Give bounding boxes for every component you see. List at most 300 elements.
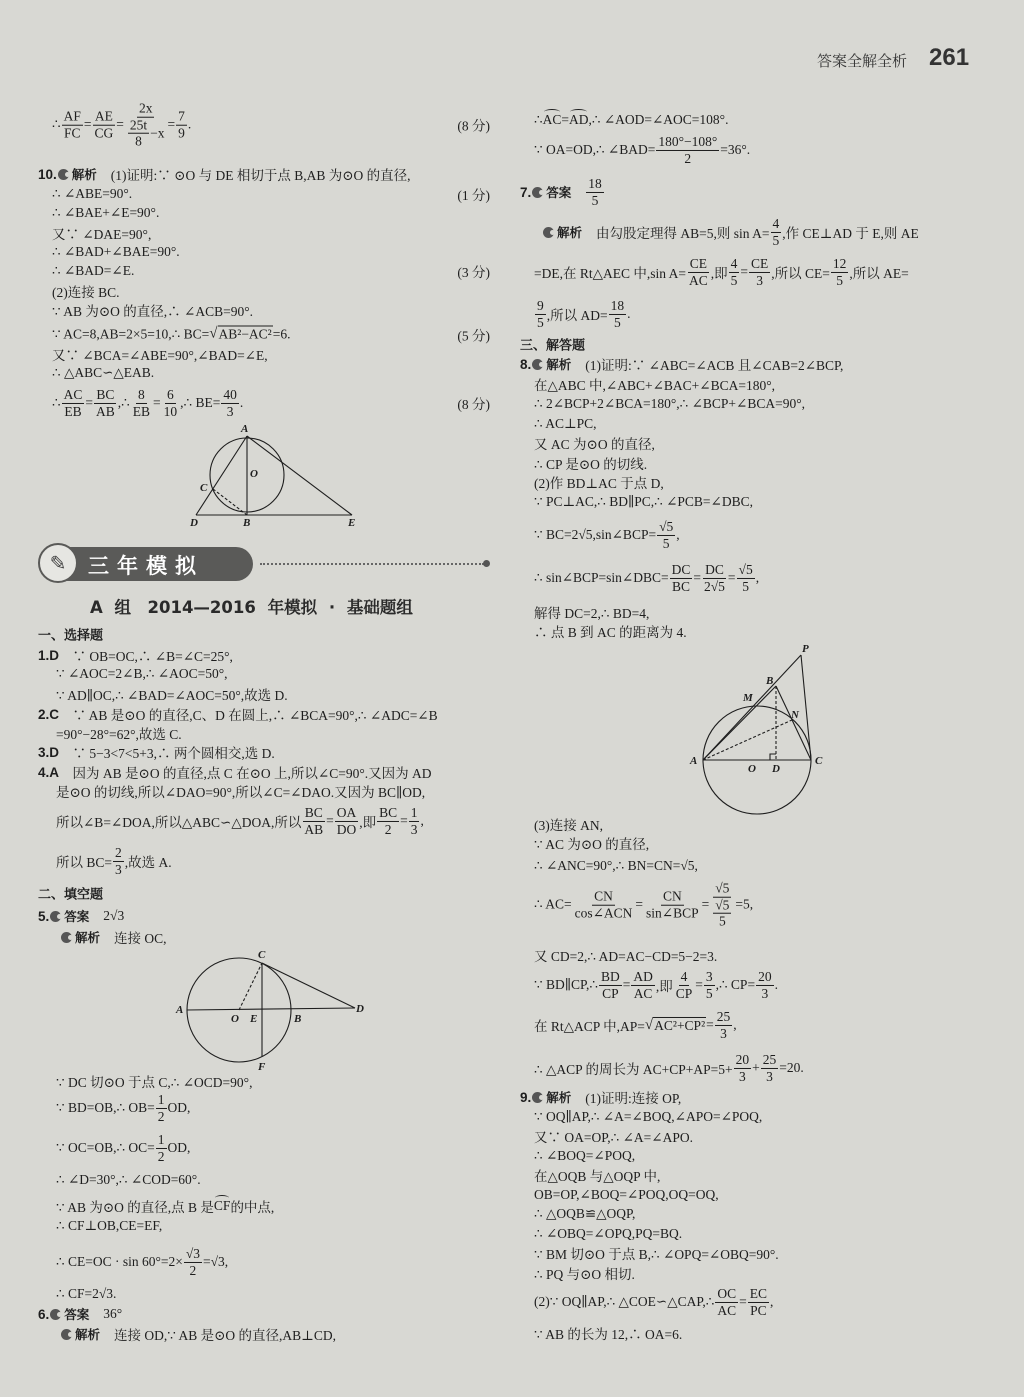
math-text: 2 (157, 1148, 165, 1164)
text-line (520, 335, 972, 354)
math-text: EB (64, 403, 82, 419)
math-text: ∵ AD∥OC,∴ ∠BAD=∠AOC=50°,故选 D. (56, 688, 288, 703)
fraction (377, 805, 399, 837)
fraction (687, 256, 710, 288)
math-text: , (733, 1017, 737, 1032)
fraction-numerator (670, 562, 693, 579)
math-text: ∵ AC 为⊙O 的直径, (534, 837, 650, 852)
fraction (771, 216, 782, 248)
math-text: ∴ ∠OBQ=∠OPQ,PQ=BQ. (534, 1226, 683, 1241)
math-text: 2 (157, 1108, 165, 1124)
square-root (209, 326, 272, 343)
math-text: AB (95, 403, 115, 419)
text-line (534, 1243, 972, 1263)
math-text: 1 (157, 1091, 165, 1107)
fraction-numerator (221, 387, 239, 404)
math-text: ∴ ∠BAD=∠E. (52, 263, 135, 278)
math-text: DC (671, 561, 691, 577)
math-text: ∴ (52, 116, 61, 132)
math-text: BC (671, 578, 690, 594)
text-line (52, 186, 490, 202)
text-line (534, 396, 972, 412)
question-number: 5. (38, 908, 50, 924)
math-text: 3 (705, 968, 713, 984)
math-text: 5 (614, 314, 621, 330)
math-text: 2x (138, 100, 153, 116)
math-text: 1 (410, 804, 418, 820)
fraction (131, 387, 152, 419)
fraction (335, 805, 359, 837)
fraction-denominator (535, 315, 546, 331)
math-text: (3)连接 AN, (534, 818, 603, 833)
badge-icon (50, 911, 61, 922)
math-text: = (167, 116, 176, 132)
math-text: AD (633, 968, 653, 984)
fig-label: C (815, 755, 823, 767)
math-text: ∴ △ABC∽△EAB. (52, 365, 155, 380)
radicand: AB²−AC² (218, 326, 272, 342)
math-text: 3 (738, 1068, 746, 1084)
text-line (534, 814, 972, 834)
fraction (92, 109, 115, 141)
text-line (534, 858, 972, 874)
fraction-denominator (573, 905, 635, 921)
fraction-denominator (718, 1026, 729, 1042)
text-line (56, 1071, 490, 1091)
fraction (748, 1286, 769, 1318)
text-line (52, 263, 490, 279)
math-text: ∴ CE=OC · sin 60°=2× (56, 1254, 183, 1269)
question-number: 7. (520, 184, 532, 200)
text-line (56, 1196, 490, 1216)
fraction-denominator (612, 315, 623, 331)
fraction-denominator (125, 117, 167, 149)
math-text: 2 (384, 821, 392, 837)
math-text: ∵ PC⊥AC,∴ BD∥PC,∴ ∠PCB=∠DBC, (534, 494, 753, 509)
math-text: ∴ AC⊥PC, (534, 416, 597, 431)
text-line (56, 1092, 490, 1124)
fraction-numerator (335, 805, 359, 822)
math-text: √5 (715, 880, 730, 896)
math-text: ∴ △ACP 的周长为 AC+CP+AP=5+ (534, 1062, 733, 1077)
math-text: 8 (135, 133, 142, 149)
radical-sign-icon: √ (644, 1016, 654, 1033)
math-text: = (740, 264, 749, 279)
pencil-icon: ✎ (38, 543, 78, 583)
math-text: √3 (185, 1245, 201, 1261)
math-text: √5 (659, 518, 674, 534)
text-line (534, 945, 972, 965)
math-text: =DE,在 Rt△AEC 中,sin A= (534, 266, 686, 281)
fraction-numerator (137, 101, 155, 118)
answer-badge (60, 928, 100, 946)
math-text: 2√3 (103, 908, 125, 923)
fig-label: F (258, 1061, 266, 1073)
badge-label: 解析 (546, 357, 572, 372)
fraction-numerator (737, 562, 755, 579)
math-text: 2√5 (704, 578, 725, 594)
fraction-denominator (737, 1069, 748, 1085)
fraction-denominator (687, 273, 710, 289)
fraction-denominator (131, 404, 152, 420)
text-line (534, 1187, 972, 1203)
fraction-numerator (656, 134, 719, 151)
math-text: 10 (163, 403, 178, 419)
fraction-denominator (661, 536, 672, 552)
fig-label: B (766, 675, 774, 687)
fraction-denominator (748, 1303, 769, 1319)
math-text: ∵ AB 为⊙O 的直径,点 B 是 (56, 1200, 214, 1215)
math-text: 18 (610, 297, 625, 313)
fig-label: D (190, 517, 198, 529)
fraction-numerator (136, 387, 147, 404)
math-text: =20. (779, 1060, 804, 1075)
fraction-numerator (156, 1092, 167, 1109)
fraction-denominator (674, 986, 695, 1002)
math-text: 3 (115, 861, 122, 877)
fraction-denominator (156, 1109, 167, 1125)
text-line (52, 326, 490, 343)
math-text: , (676, 527, 680, 542)
math-text: CN (662, 888, 682, 904)
math-text: 5 (705, 985, 713, 1001)
fraction-denominator (771, 233, 782, 249)
question-number: 6. (38, 1306, 50, 1322)
answer-badge (531, 183, 571, 201)
math-text: ,所以 AE= (849, 266, 909, 281)
math-text: = (116, 116, 124, 132)
fraction-denominator (225, 404, 236, 420)
text-line (534, 833, 972, 853)
fraction-numerator (165, 387, 176, 404)
math-text: 3 (226, 403, 234, 419)
text-line (52, 223, 490, 243)
banner-dot (483, 560, 490, 567)
math-text: ∵ OQ∥AP,∴ ∠A=∠BOQ,∠APO=∠POQ, (534, 1109, 763, 1124)
text-line (38, 704, 490, 724)
score-label: (3 分) (457, 265, 490, 280)
math-text: =√3, (203, 1254, 229, 1269)
fig-label: E (250, 1013, 258, 1025)
math-text: ∴ sin∠BCP=sin∠DBC= (534, 570, 669, 585)
fraction-denominator (702, 579, 727, 595)
fraction-denominator (740, 579, 751, 595)
math-text: ∴ (52, 395, 61, 410)
fraction-numerator (62, 109, 83, 126)
math-text: BD (600, 968, 620, 984)
fig-label: B (294, 1013, 302, 1025)
fraction-numerator (535, 298, 546, 315)
fraction-numerator (661, 889, 684, 906)
math-text: ∴ △OQB≌△OQP, (534, 1206, 636, 1221)
text-line (534, 1226, 972, 1242)
answer-badge (57, 165, 97, 183)
math-text: ∴ PQ 与⊙O 相切. (534, 1267, 635, 1282)
math-text: = (326, 813, 334, 828)
text-line (60, 1324, 490, 1344)
text-line (534, 112, 972, 128)
badge-label: 答案 (64, 909, 90, 924)
math-text: ∴ ∠BAD+∠BAE=90°. (52, 244, 180, 259)
answer-badge (531, 355, 571, 373)
fig-label: D (356, 1003, 364, 1015)
math-text: ∵ ∠AOC=2∠B,∴ ∠AOC=50°, (56, 666, 228, 681)
fraction-numerator (62, 387, 85, 404)
math-text: ,即 (710, 266, 728, 281)
math-text: ∵ BD∥CP,∴ (534, 977, 598, 992)
text-line (52, 205, 490, 221)
badge-label: 解析 (75, 1327, 101, 1342)
math-text: ,∴ BE= (180, 395, 221, 410)
fraction (302, 805, 325, 837)
math-text: 40 (223, 386, 237, 402)
math-text: = (727, 570, 736, 585)
badge-icon (61, 932, 72, 943)
question-number: 9. (520, 1089, 532, 1105)
math-text: 所以 BC= (56, 855, 112, 870)
fraction (644, 889, 701, 921)
text-line (38, 907, 490, 925)
fraction (734, 1052, 752, 1084)
fraction-numerator (831, 256, 849, 273)
math-text: √5 (715, 897, 730, 913)
fraction-numerator (176, 109, 187, 126)
text-line (534, 494, 972, 510)
math-text: ∵ BD=OB,∴ OB= (56, 1100, 155, 1115)
math-text: . (239, 395, 244, 410)
math-text: BC (304, 804, 323, 820)
math-text: CE (689, 255, 708, 271)
math-text: ∵ AB 的长为 12,∴ OA=6. (534, 1327, 683, 1342)
math-text: EB (132, 403, 150, 419)
group-title: A 组 2014—2016 年模拟 · 基础题组 (90, 598, 413, 617)
math-text: ∵ AC=8,AB=2×5=10,∴ BC= (52, 326, 210, 341)
math-text: 5 (836, 272, 844, 288)
fig-label: A (690, 755, 698, 767)
fraction-numerator (734, 1052, 752, 1069)
fraction (156, 1092, 167, 1124)
math-text: ,所以 CE= (771, 266, 830, 281)
math-text: 1 (157, 1131, 165, 1147)
answer-badge (49, 907, 89, 925)
text-line (534, 881, 972, 930)
math-text: 5 (772, 232, 780, 248)
text-line (534, 1126, 972, 1146)
math-text: 又∵ ∠BCA=∠ABE=90°,∠BAD=∠E, (52, 348, 268, 363)
math-text: −x (150, 125, 165, 141)
text-line (56, 845, 490, 877)
math-text: ,作 CE⊥AD 于 E,则 AE (782, 226, 919, 241)
math-text: 由勾股定理得 AB=5,则 sin A= (596, 226, 770, 241)
fraction-numerator (749, 256, 770, 273)
text-line (38, 164, 490, 184)
fraction-numerator (715, 1009, 733, 1026)
fraction (128, 117, 149, 149)
text-line (534, 1148, 972, 1164)
math-text: ∴ ∠BAE+∠E=90°. (52, 205, 160, 220)
fraction-numerator (748, 1286, 769, 1303)
math-text: OB=OP,∠BOQ=∠POQ,OQ=OQ, (534, 1187, 719, 1202)
score-label: (8 分) (457, 118, 490, 134)
fraction-numerator (599, 969, 622, 986)
fraction (62, 109, 83, 141)
question-number: 8. (520, 356, 532, 372)
math-text: , (770, 1294, 774, 1309)
math-text: AB (304, 821, 324, 837)
fraction (221, 387, 239, 419)
text-line (534, 256, 972, 288)
text-line (56, 1218, 490, 1234)
answer-badge (49, 1305, 89, 1323)
score-label: (8 分) (457, 397, 490, 412)
text-line (38, 884, 490, 903)
badge-label: 答案 (546, 185, 572, 200)
fraction-numerator (657, 519, 675, 536)
math-text: ∴ ∠BOQ=∠POQ, (534, 1148, 636, 1163)
math-text: 5 (537, 314, 544, 330)
text-line (52, 101, 490, 150)
fraction (715, 1009, 733, 1041)
math-text: CP (602, 985, 619, 1001)
fraction (586, 176, 604, 208)
math-text: PC (750, 1302, 767, 1318)
math-text: = (693, 570, 701, 585)
math-text: DC (705, 561, 724, 577)
math-text: ∵ BM 切⊙O 于点 B,∴ ∠OPQ=∠OBQ=90°. (534, 1247, 779, 1262)
fraction-numerator (713, 897, 731, 914)
math-text: ∴ CF⊥OB,CE=EF, (56, 1218, 163, 1233)
math-text: 8 (137, 386, 145, 402)
section-banner (38, 543, 490, 585)
math-text: ∵ AB 是⊙O 的直径,C、D 在圆上,∴ ∠BCA=90°,∴ ∠ADC=∠B (59, 708, 438, 723)
math-text: 连接 OD,∵ AB 是⊙O 的直径,AB⊥CD, (114, 1328, 337, 1343)
section-heading: 二、填空题 (38, 887, 104, 903)
text-line (534, 1109, 972, 1125)
math-text: ∴ 2∠BCP+2∠BCA=180°,∴ ∠BCP+∠BCA=90°, (534, 396, 805, 411)
fraction-numerator (184, 1246, 202, 1263)
text-line (56, 1132, 490, 1164)
text-line (60, 927, 490, 947)
arc-notation: CF (213, 1198, 231, 1213)
fraction-numerator (586, 176, 604, 193)
math-text: =90°−28°=62°,故选 C. (56, 727, 182, 742)
fraction (631, 969, 655, 1001)
fraction-denominator (162, 404, 180, 420)
fraction-denominator (590, 193, 601, 209)
fraction (702, 562, 727, 594)
fig-label: B (243, 517, 251, 529)
banner-divider (260, 563, 484, 565)
fraction-numerator (703, 562, 726, 579)
fraction-numerator (609, 298, 627, 315)
math-text: (2)∵ OQ∥AP,∴ △COE∽△CAP,∴ (534, 1294, 715, 1309)
fraction-numerator (113, 845, 124, 862)
math-text: 在△OQB 与△OQP 中, (534, 1169, 661, 1184)
fraction-denominator (133, 134, 144, 150)
math-text: = (400, 813, 408, 828)
fraction-denominator (62, 125, 83, 141)
radical-sign-icon: √ (209, 325, 218, 342)
math-text: 3 (761, 985, 769, 1001)
math-text: ∵ OC=OB,∴ OC= (56, 1140, 155, 1155)
fraction-numerator (94, 387, 116, 404)
fraction (749, 256, 770, 288)
math-text: 36° (103, 1306, 123, 1321)
fraction-numerator (704, 969, 715, 986)
fraction (94, 387, 117, 419)
badge-icon (58, 169, 69, 180)
radicand: AC²+CP² (654, 1017, 706, 1033)
text-line (534, 519, 972, 551)
text-line (534, 1263, 972, 1283)
fraction-denominator (717, 914, 728, 930)
fraction (62, 387, 85, 419)
math-text: DO (336, 821, 357, 837)
text-line (534, 1052, 972, 1084)
math-text: ∴ CP 是⊙O 的切线. (534, 457, 648, 472)
math-text: ,所以 AD= (546, 308, 608, 323)
math-text: 又 CD=2,∴ AD=AC−CD=5−2=3. (534, 949, 718, 964)
fraction-numerator (771, 216, 782, 233)
math-text: FC (63, 125, 81, 141)
math-text: 连接 OC, (114, 931, 167, 946)
math-text: 在 Rt△ACP 中,AP= (534, 1019, 645, 1034)
math-text: AC (63, 386, 83, 402)
math-text: 5 (742, 578, 749, 594)
math-text: 的中点, (230, 1200, 275, 1215)
fraction (573, 889, 635, 921)
math-text: 又∵ ∠DAE=90°, (52, 227, 152, 242)
text-line (38, 645, 490, 665)
fig-label: O (748, 763, 756, 775)
math-group (127, 117, 165, 149)
fraction-numerator (377, 805, 399, 822)
fraction (715, 1286, 738, 1318)
fraction-denominator (176, 125, 187, 141)
math-text: ∵ BC=2√5,sin∠BCP= (534, 527, 657, 542)
text-line (520, 176, 972, 208)
fraction-numerator (715, 1286, 738, 1303)
math-text: (2)连接 BC. (52, 285, 120, 300)
math-text: 解得 DC=2,∴ BD=4, (534, 606, 650, 621)
math-text: 3 (756, 272, 764, 288)
fraction (176, 109, 187, 141)
text-line (38, 762, 490, 782)
math-text: ∴ AC= (534, 896, 572, 912)
math-text: = (739, 1294, 747, 1309)
fraction-denominator (188, 1263, 199, 1279)
text-line (520, 1087, 972, 1107)
math-text: 是⊙O 的切线,所以∠DAO=90°,所以∠C=∠DAO.又因为 BC∥OD, (56, 785, 426, 800)
fraction (674, 969, 695, 1001)
math-text: 25 (716, 1008, 731, 1024)
text-line (534, 1165, 972, 1185)
text-line (534, 602, 972, 622)
fraction-numerator (409, 805, 420, 822)
math-text: 又∵ OA=OP,∴ ∠A=∠APO. (534, 1130, 693, 1145)
fraction-numerator (128, 117, 149, 134)
fig-label: C (200, 482, 208, 494)
math-text: 18 (588, 175, 602, 191)
math-text: . (627, 306, 631, 321)
math-text: = (85, 395, 93, 410)
text-line (534, 416, 972, 432)
square-root (645, 1017, 706, 1034)
fraction (670, 562, 693, 594)
fraction-denominator (92, 125, 115, 141)
question-number: 4.A (38, 764, 60, 780)
fig-label: A (176, 1004, 184, 1016)
